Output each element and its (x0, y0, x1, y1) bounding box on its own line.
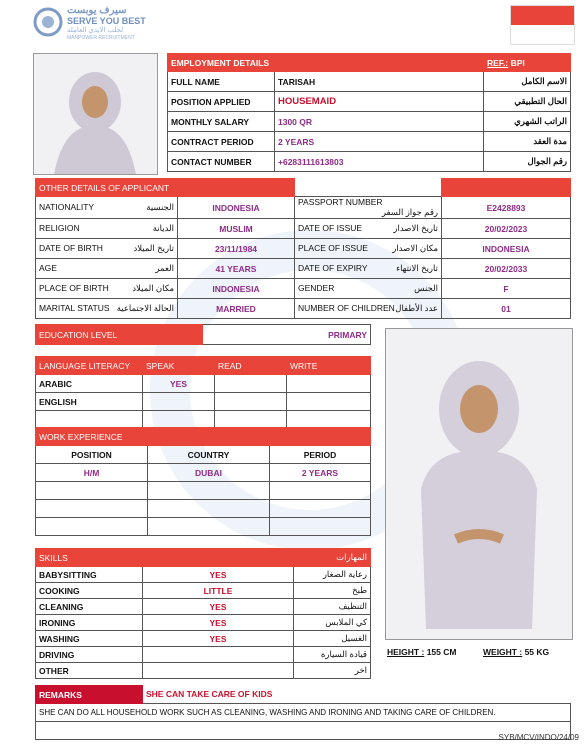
write-header: WRITE (287, 357, 371, 375)
ar-full-name: الاسم الكامل (484, 72, 571, 92)
logo-icon (33, 7, 63, 37)
height (387, 647, 456, 657)
skill-other: OTHER (36, 663, 143, 679)
ref-value: BPI (510, 57, 525, 68)
remarks-headline: SHE CAN TAKE CARE OF KIDS (146, 689, 273, 700)
weight-label: WEIGHT : (483, 647, 523, 657)
remarks-label: REMARKS (36, 686, 143, 704)
english-speak (143, 393, 215, 411)
skill-babysitting-ar: رعاية الصغار (294, 567, 371, 583)
value-dob: 23/11/1984 (178, 239, 295, 259)
ar-date-of-issue: تاريخ الاصدار (393, 223, 438, 233)
applicant-photo-large (385, 328, 573, 640)
label-nationality: NATIONALITY (39, 202, 95, 212)
education-table (35, 324, 371, 345)
label-place-of-issue: PLACE OF ISSUE (298, 243, 368, 253)
label-children: NUMBER OF CHILDREN (298, 303, 395, 313)
arabic-speak: YES (143, 375, 215, 393)
col-position: POSITION (36, 446, 148, 464)
logo-arabic: سيرف يوبست (67, 5, 127, 16)
employment-table (167, 53, 571, 172)
education-label: EDUCATION LEVEL (36, 325, 203, 345)
label-gender: GENDER (298, 283, 335, 293)
value-salary: 1300 QR (275, 112, 484, 132)
value-passport: E2428893 (442, 197, 571, 219)
skill-ironing-value: YES (143, 615, 294, 631)
value-full-name: TARISAH (275, 72, 484, 92)
applicant-photo-small (33, 53, 158, 175)
ar-place-of-birth: مكان الميلاد (132, 283, 174, 293)
ar-marital-status: الحالة الاجتماعية (116, 303, 174, 313)
skill-cooking-ar: طبخ (294, 583, 371, 599)
skill-babysitting: BABYSITTING (36, 567, 143, 583)
arabic-write (287, 375, 371, 393)
label-contact: CONTACT NUMBER (168, 152, 275, 172)
lang-header: LANGUAGE LITERACY (36, 357, 143, 375)
value-place-of-issue: INDONESIA (442, 239, 571, 259)
label-passport: PASSPORT NUMBER (298, 197, 383, 207)
skill-babysitting-value: YES (143, 567, 294, 583)
ar-salary: الراتب الشهري (484, 112, 571, 132)
label-marital-status: MARITAL STATUS (39, 303, 110, 313)
remarks-body: SHE CAN DO ALL HOUSEHOLD WORK SUCH AS CLEANING, WASHING AND IRONING AND TAKING CARE OF CHILDREN. (36, 704, 571, 722)
value-date-of-expiry: 20/02/2033 (442, 259, 571, 279)
value-children: 01 (442, 299, 571, 319)
skill-cleaning-ar: التنظيف (294, 599, 371, 615)
footer-code: SYB/MCV/INDO/24/09 (498, 733, 579, 742)
ar-passport: رقم جواز السفر (381, 207, 438, 217)
ar-position: الحال التطبيقي (484, 92, 571, 112)
lang-arabic: ARABIC (36, 375, 143, 393)
ar-nationality: الجنسية (146, 202, 174, 212)
skill-washing-ar: الغسيل (294, 631, 371, 647)
language-table (35, 356, 371, 429)
label-position: POSITION APPLIED (168, 92, 275, 112)
work-position: H/M (36, 464, 148, 482)
ref-label: REF.: (487, 57, 509, 68)
ar-gender: الجنس (414, 283, 438, 293)
education-value: PRIMARY (203, 325, 371, 345)
work-country: DUBAI (148, 464, 270, 482)
skill-driving-ar: قيادة السيارة (294, 647, 371, 663)
ar-religion: الديانة (152, 223, 174, 233)
skill-ironing-ar: كي الملابس (294, 615, 371, 631)
skill-other-ar: اخر (294, 663, 371, 679)
skill-driving: DRIVING (36, 647, 143, 663)
ar-children: عدد الأطفال (395, 303, 438, 313)
value-contract: 2 YEARS (275, 132, 484, 152)
english-write (287, 393, 371, 411)
remarks-table (35, 685, 571, 740)
value-position: HOUSEMAID (275, 92, 484, 112)
ar-contact: رقم الجوال (484, 152, 571, 172)
weight (483, 647, 549, 657)
logo-english: SERVE YOU BEST (67, 16, 146, 26)
skill-cleaning: CLEANING (36, 599, 143, 615)
label-contract: CONTRACT PERIOD (168, 132, 275, 152)
value-nationality: INDONESIA (178, 197, 295, 219)
value-gender: F (442, 279, 571, 299)
lang-english: ENGLISH (36, 393, 143, 411)
label-date-of-issue: DATE OF ISSUE (298, 223, 363, 233)
speak-header: SPEAK (143, 357, 215, 375)
employment-header: EMPLOYMENT DETAILS (168, 54, 484, 72)
logo-sub: MANPOWER RECRUITMENT (67, 35, 135, 41)
skill-cleaning-value: YES (143, 599, 294, 615)
label-age: AGE (39, 263, 57, 273)
ar-contract: مدة العقد (484, 132, 571, 152)
height-value: 155 CM (426, 647, 457, 657)
skills-table (35, 548, 371, 679)
ref (484, 54, 571, 72)
skills-header: SKILLS (36, 549, 294, 567)
skill-cooking-value: LITTLE (143, 583, 294, 599)
label-dob: DATE OF BIRTH (39, 243, 103, 253)
work-table (35, 427, 371, 536)
label-salary: MONTHLY SALARY (168, 112, 275, 132)
arabic-read (215, 375, 287, 393)
value-religion: MUSLIM (178, 219, 295, 239)
label-full-name: FULL NAME (168, 72, 275, 92)
ar-age: العمر (155, 263, 174, 273)
flag (510, 5, 575, 45)
english-read (215, 393, 287, 411)
weight-value: 55 KG (524, 647, 550, 657)
value-date-of-issue: 20/02/2023 (442, 219, 571, 239)
value-contact: +6283111613803 (275, 152, 484, 172)
value-place-of-birth: INDONESIA (178, 279, 295, 299)
skill-ironing: IRONING (36, 615, 143, 631)
logo (33, 5, 153, 43)
height-label: HEIGHT : (387, 647, 425, 657)
label-date-of-expiry: DATE OF EXPIRY (298, 263, 368, 273)
col-period: PERIOD (270, 446, 371, 464)
work-period: 2 YEARS (270, 464, 371, 482)
ar-place-of-issue: مكان الاصدار (392, 243, 438, 253)
logo-arabic-sub: لجلب الايدي العاملة (67, 27, 124, 34)
skill-other-value (143, 663, 294, 679)
value-marital-status: MARRIED (178, 299, 295, 319)
work-header: WORK EXPERIENCE (36, 428, 371, 446)
skill-washing-value: YES (143, 631, 294, 647)
skill-driving-value (143, 647, 294, 663)
col-country: COUNTRY (148, 446, 270, 464)
value-age: 41 YEARS (178, 259, 295, 279)
read-header: READ (215, 357, 287, 375)
skill-cooking: COOKING (36, 583, 143, 599)
ar-dob: تاريخ الميلاد (133, 243, 174, 253)
skills-header-ar: المهارات (294, 549, 371, 567)
skill-washing: WASHING (36, 631, 143, 647)
label-religion: RELIGION (39, 223, 80, 233)
ar-date-of-expiry: تاريخ الانتهاء (396, 263, 438, 273)
other-details-table (35, 178, 571, 319)
other-header: OTHER DETAILS OF APPLICANT (36, 179, 295, 197)
label-place-of-birth: PLACE OF BIRTH (39, 283, 109, 293)
